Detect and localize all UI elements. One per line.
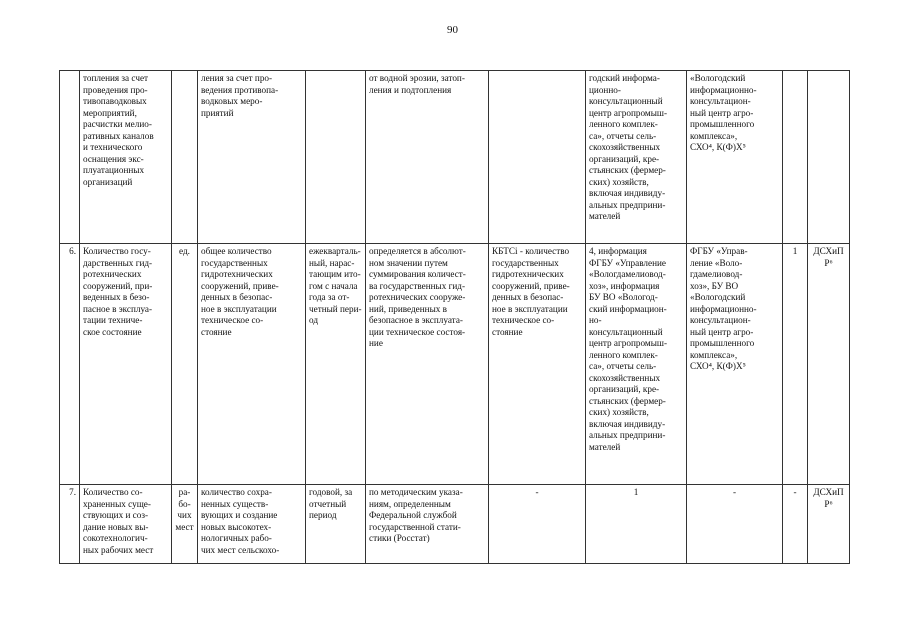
responsible-cell: ФГБУ «Управ- ление «Воло- гдамелиовод- хоз», БУ ВО «Вологодский информационно- консультацион- ный центр агро- промышленного комплекса», СХО⁴, К(Ф)Х⁵	[687, 244, 783, 485]
indicators-table	[59, 70, 850, 564]
table-row	[60, 244, 850, 485]
indicator-name-cell: Количество со- храненных суще- ствующих и соз- дание новых вы- сокотехнологич- ных рабочих мест	[80, 485, 172, 564]
method-cell: от водной эрозии, затоп- ления и подтопления	[366, 71, 489, 244]
definition-cell: количество сохра- ненных существ- вующих и создание новых высокотех- нологичных рабо- чих мест сельскохо-	[198, 485, 306, 564]
formula-cell: КБТСi - количество государственных гидротехнических сооружений, приве- денных в безопас- ное в эксплуатации техническое со- стояние	[489, 244, 586, 485]
target-cell: ДСХиПР⁶	[808, 244, 850, 485]
definition-cell: общее количество государственных гидротехнических сооружений, приве- денных в безопас- ное в эксплуатации техническое со- стояние	[198, 244, 306, 485]
method-cell: определяется в абсолют- ном значении путем суммирования количест- ва государственных гид- ротехнических сооруже- ний, приведенных в безопасное в эксплуата- ции техническое состоя- ние	[366, 244, 489, 485]
unit-cell: ед.	[172, 244, 198, 485]
definition-cell: ления за счет про- ведения противопа- водковых меро- приятий	[198, 71, 306, 244]
target-cell	[808, 71, 850, 244]
table-row	[60, 485, 850, 564]
table-row	[60, 71, 850, 244]
row-number-cell	[60, 71, 80, 244]
indicator-name-cell: топления за счет проведения про- тивопаводковых мероприятий, расчистки мелио- ративных каналов и технического оснащения экс- плуатационных организаций	[80, 71, 172, 244]
row-number-cell: 6.	[60, 244, 80, 485]
method-cell: по методическим указа- ниям, определенным Федеральной службой государственной стати- стики (Росстат)	[366, 485, 489, 564]
row-number-cell: 7.	[60, 485, 80, 564]
value-cell	[783, 71, 808, 244]
formula-cell	[489, 71, 586, 244]
unit-cell	[172, 71, 198, 244]
responsible-cell: «Вологодский информационно- консультацион- ный центр агро- промышленного комплекса», СХО⁴, К(Ф)Х⁵	[687, 71, 783, 244]
target-cell: ДСХиПР⁶	[808, 485, 850, 564]
responsible-cell: -	[687, 485, 783, 564]
periodicity-cell: годовой, за отчетный период	[306, 485, 366, 564]
indicator-name-cell: Количество госу- дарственных гид- ротехнических сооружений, при- веденных в безо- пасное в эксплуа- тации техниче- ское состояние	[80, 244, 172, 485]
source-cell: годский информа- ционно- консультационный центр агропромыш- ленного комплек- са», отчеты сель- скохозяйственных организаций, кре- стьянских (фермер- ских) хозяйств, включая индивиду- альных предприни- мателей	[586, 71, 687, 244]
value-cell: -	[783, 485, 808, 564]
periodicity-cell	[306, 71, 366, 244]
formula-cell: -	[489, 485, 586, 564]
source-cell: 1	[586, 485, 687, 564]
unit-cell: ра- бо- чих мест	[172, 485, 198, 564]
value-cell: 1	[783, 244, 808, 485]
page-number: 90	[447, 24, 458, 36]
periodicity-cell: ежекварталь- ный, нарас- тающим ито- гом с начала года за от- четный пери- од	[306, 244, 366, 485]
source-cell: 4, информация ФГБУ «Управление «Вологдамелиовод- хоз», информация БУ ВО «Вологод- ский информацион- но- консультационный центр агропромыш- ленного комплек- са», отчеты сель- скохозяйственных организаций, кре- стьянских (фермер- ских) хозяйств, включая индивиду- альных предприни- мателей	[586, 244, 687, 485]
